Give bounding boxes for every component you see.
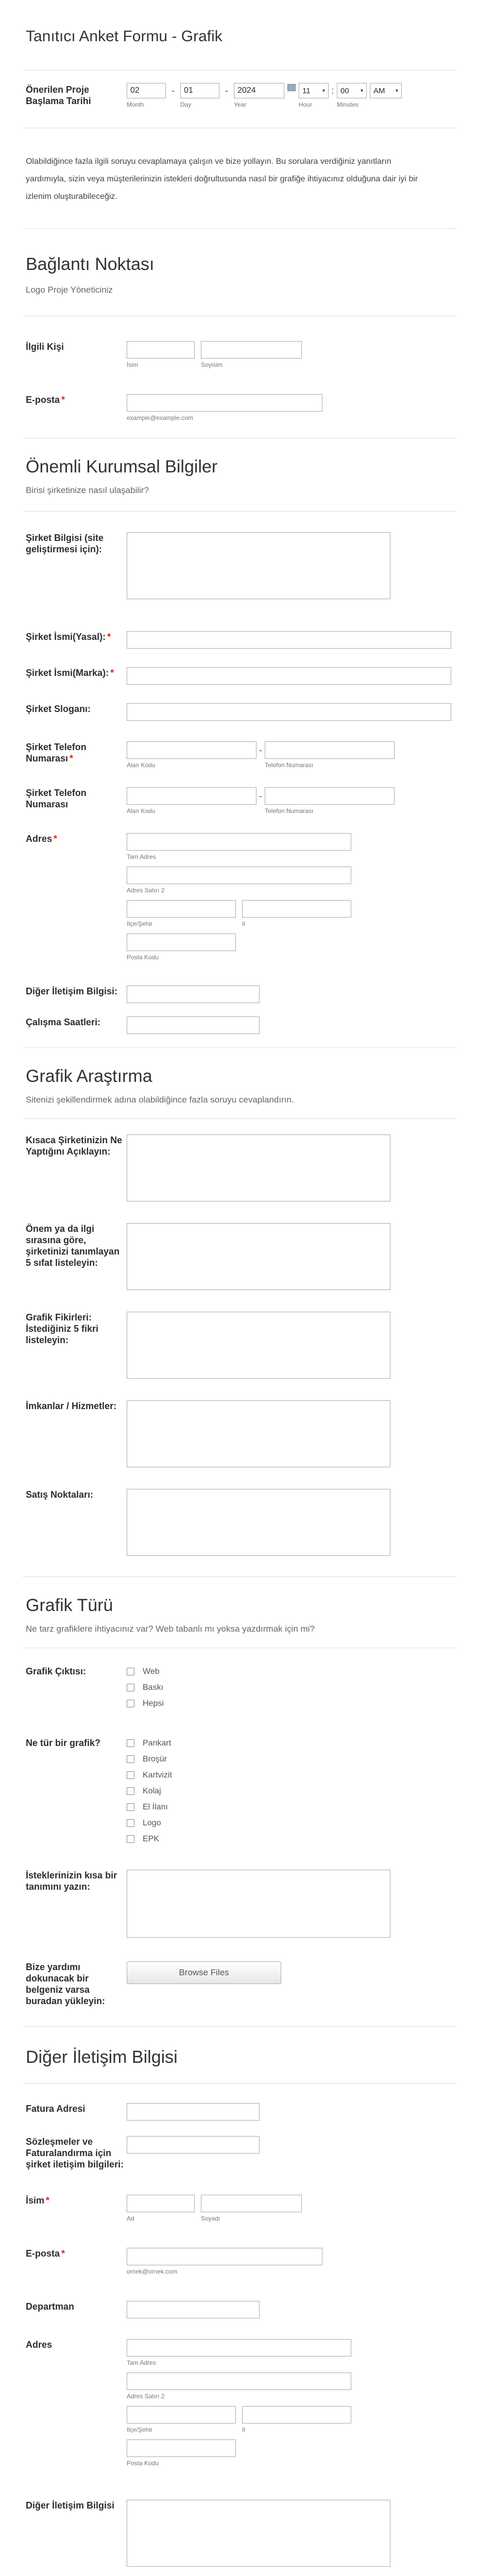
address-label: Adres * [26,834,58,844]
form-title: Tanıtıcı Anket Formu - Grafik [26,28,223,45]
phone-number-sublabel: Telefon Numarası [265,807,314,815]
first-name-sublabel: Ad [127,2215,134,2222]
divider [23,70,456,71]
company-info-textarea[interactable] [127,532,390,599]
output-option-web[interactable]: Web [127,1664,164,1680]
contact-first-name-input[interactable] [127,341,195,359]
area-code-sublabel: Alan Kodu [127,807,156,815]
output-option-all[interactable]: Hepsi [127,1696,164,1711]
address-line1-input[interactable] [127,833,351,851]
research-section-subtitle: Sitenizi şekillendirmek adına olabildiğince fazla soruyu cevaplandırın. [26,1095,294,1105]
contact-section-subtitle: Logo Proje Yöneticiniz [26,285,113,295]
phone-number-sublabel: Telefon Numarası [265,761,314,769]
city-sublabel: Ilçe/Şehir [127,2426,153,2433]
last-name-input[interactable] [201,2195,302,2212]
other-contact-input[interactable] [127,986,260,1003]
checkbox[interactable] [127,1755,134,1763]
contract-contact-label: Sözleşmeler ve Faturalandırma için şirket iletişim bilgileri: [26,2137,124,2170]
state-sublabel: Il [242,2426,245,2433]
hour-sublabel: Hour [299,101,313,108]
working-hours-label: Çalışma Saatleri: [26,1017,101,1027]
type-section-title: Grafik Türü [26,1596,113,1615]
kind-option-flyer[interactable]: El İlanı [127,1799,172,1815]
brand-name-label: Şirket İsmi(Marka): * [26,668,114,678]
contact-person-label: İlgili Kişi [26,342,64,352]
department-input[interactable] [127,2301,260,2318]
zip-sublabel: Posta Kodu [127,954,159,961]
contact-last-name-input[interactable] [201,341,302,359]
minute-sublabel: Minutes [337,101,359,108]
legal-name-label: Şirket İsmi(Yasal): * [26,632,111,642]
kind-option-brochure[interactable]: Broşür [127,1751,172,1767]
first-name-input[interactable] [127,2195,195,2212]
billing-address-label: Fatura Adresi [26,2104,85,2114]
address-line1-sublabel: Tam Adres [127,2359,156,2366]
minute-select[interactable]: 00 ▾ [337,83,367,98]
contact-section-title: Bağlantı Noktası [26,255,155,274]
output-option-print[interactable]: Baskı [127,1680,164,1696]
checkbox[interactable] [127,1700,134,1707]
hour-select[interactable]: 11 ▾ [299,83,329,98]
slogan-input[interactable] [127,703,451,721]
other-info-textarea[interactable] [127,2500,390,2567]
address-line2-sublabel: Adres Satırı 2 [127,887,165,894]
intro-text: Olabildiğince fazla ilgili soruyu cevaplamaya çalışın ve bize yollayın. Bu sorulara verdiğiniz yanıtların yardımıyla, sizin veya müşterilerinizin istekleri doğrultusunda nasıl bir grafiğe ihtiyacınız olduğuna dair iyi bir izlenim oluşturabileceğiz. [26,157,418,201]
other-info-label: Diğer İletişim Bilgisi [26,2500,115,2511]
address-line1-sublabel: Tam Adres [127,853,156,860]
checkbox[interactable] [127,1835,134,1843]
other-address-label: Adres [26,2340,53,2350]
day-sublabel: Day [180,101,192,108]
type-section-subtitle: Ne tarz grafiklere ihtiyacınız var? Web tabanlı mı yoksa yazdırmak için mi? [26,1624,315,1634]
kind-option-logo[interactable]: Logo [127,1815,172,1831]
q2-label: Önem ya da ilgi sırasına göre, şirketinizi tanımlayan 5 sıfat listeleyin: [26,1224,120,1268]
billing-address-input[interactable] [127,2103,260,2121]
last-name-sublabel: Soyadı [201,2215,220,2222]
state-sublabel: Il [242,920,245,927]
description-textarea[interactable] [127,1870,390,1938]
slogan-label: Şirket Sloganı: [26,704,91,714]
other-section-title: Diğer İletişim Bilgisi [26,2047,178,2067]
q1-label: Kısaca Şirketinizin Ne Yaptığını Açıklayın: [26,1135,123,1157]
kind-option-businesscard[interactable]: Kartvizit [127,1767,172,1783]
q1-textarea[interactable] [127,1134,390,1201]
q5-label: Satış Noktaları: [26,1489,94,1500]
description-label: İsteklerinizin kısa bir tanımını yazın: [26,1870,117,1892]
ampm-select[interactable]: AM ▾ [370,83,402,98]
browse-files-button[interactable]: Browse Files [127,1961,281,1984]
email-label: E-posta * [26,2248,65,2259]
checkbox[interactable] [127,1668,134,1675]
contract-contact-input[interactable] [127,2136,260,2154]
contact-email-label: E-posta * [26,395,65,405]
q4-textarea[interactable] [127,1400,390,1467]
legal-name-input[interactable] [127,631,451,649]
start-date-row: Önerilen Proje Başlama Tarihi 02 Month - 01 Day - 2024 Year 11 ▾ Hour : 00 ▾ Minutes AM ▾ [26,84,453,109]
working-hours-input[interactable] [127,1016,260,1034]
company-section-title: Önemli Kurumsal Bilgiler [26,457,218,477]
kind-option-collage[interactable]: Kolaj [127,1783,172,1799]
checkbox[interactable] [127,1771,134,1779]
other-city-input[interactable] [127,2406,236,2424]
state-input[interactable] [242,900,351,918]
month-sublabel: Month [127,101,144,108]
last-name-sublabel: Soyisim [201,361,223,368]
zip-sublabel: Posta Kodu [127,2460,159,2467]
phone2-label: Şirket Telefon Numarası [26,788,87,809]
phone2-area-input[interactable] [127,787,256,805]
email-input[interactable] [127,2248,322,2265]
day-input[interactable]: 01 [180,83,219,98]
research-section-title: Grafik Araştırma [26,1066,152,1086]
brand-name-input[interactable] [127,667,451,685]
address-line2-sublabel: Adres Satırı 2 [127,2393,165,2400]
calendar-icon[interactable] [287,84,296,91]
area-code-sublabel: Alan Kodu [127,761,156,769]
checkbox[interactable] [127,1819,134,1827]
year-input[interactable]: 2024 [234,83,284,98]
year-sublabel: Year [234,101,247,108]
kind-option-epk[interactable]: EPK [127,1831,172,1847]
name-label: İsim * [26,2195,50,2206]
other-address-line2-input[interactable] [127,2372,351,2390]
email-sublabel: ornek@ornek.com [127,2268,178,2275]
start-date-label: Önerilen Proje Başlama Tarihi [26,84,91,106]
q3-label: Grafik Fikirleri: İstediğiniz 5 fikri listeleyin: [26,1312,99,1345]
department-label: Departman [26,2301,75,2312]
checkbox[interactable] [127,1684,134,1691]
other-address-line1-input[interactable] [127,2339,351,2357]
company-section-subtitle: Birisi şirketinize nasıl ulaşabilir? [26,485,149,495]
email-sublabel: example@example.com [127,414,193,421]
kind-label: Ne tür bir grafik? [26,1738,101,1748]
phone2-number-input[interactable] [265,787,395,805]
zip-input[interactable] [127,934,236,951]
city-sublabel: Ilçe/Şehir [127,920,153,927]
phone1-label: Şirket Telefon Numarası * [26,742,87,764]
other-state-input[interactable] [242,2406,351,2424]
q2-textarea[interactable] [127,1223,390,1290]
address-line2-input[interactable] [127,867,351,884]
company-info-label: Şirket Bilgisi (site geliştirmesi için): [26,533,104,554]
other-contact-label: Diğer İletişim Bilgisi: [26,986,118,996]
q3-textarea[interactable] [127,1312,390,1379]
city-input[interactable] [127,900,236,918]
phone1-number-input[interactable] [265,741,395,759]
output-label: Grafik Çıktısı: [26,1666,87,1676]
first-name-sublabel: İsim [127,361,138,368]
checkbox[interactable] [127,1787,134,1795]
month-input[interactable]: 02 [127,83,166,98]
checkbox[interactable] [127,1739,134,1747]
phone1-area-input[interactable] [127,741,256,759]
other-zip-input[interactable] [127,2439,236,2457]
upload-label: Bize yardımı dokunacak bir belgeniz varsa buradan yükleyin: [26,1962,106,2006]
kind-option-banner[interactable]: Pankart [127,1735,172,1751]
q5-textarea[interactable] [127,1489,390,1556]
contact-email-input[interactable] [127,394,322,412]
checkbox[interactable] [127,1803,134,1811]
q4-label: İmkanlar / Hizmetler: [26,1401,117,1411]
